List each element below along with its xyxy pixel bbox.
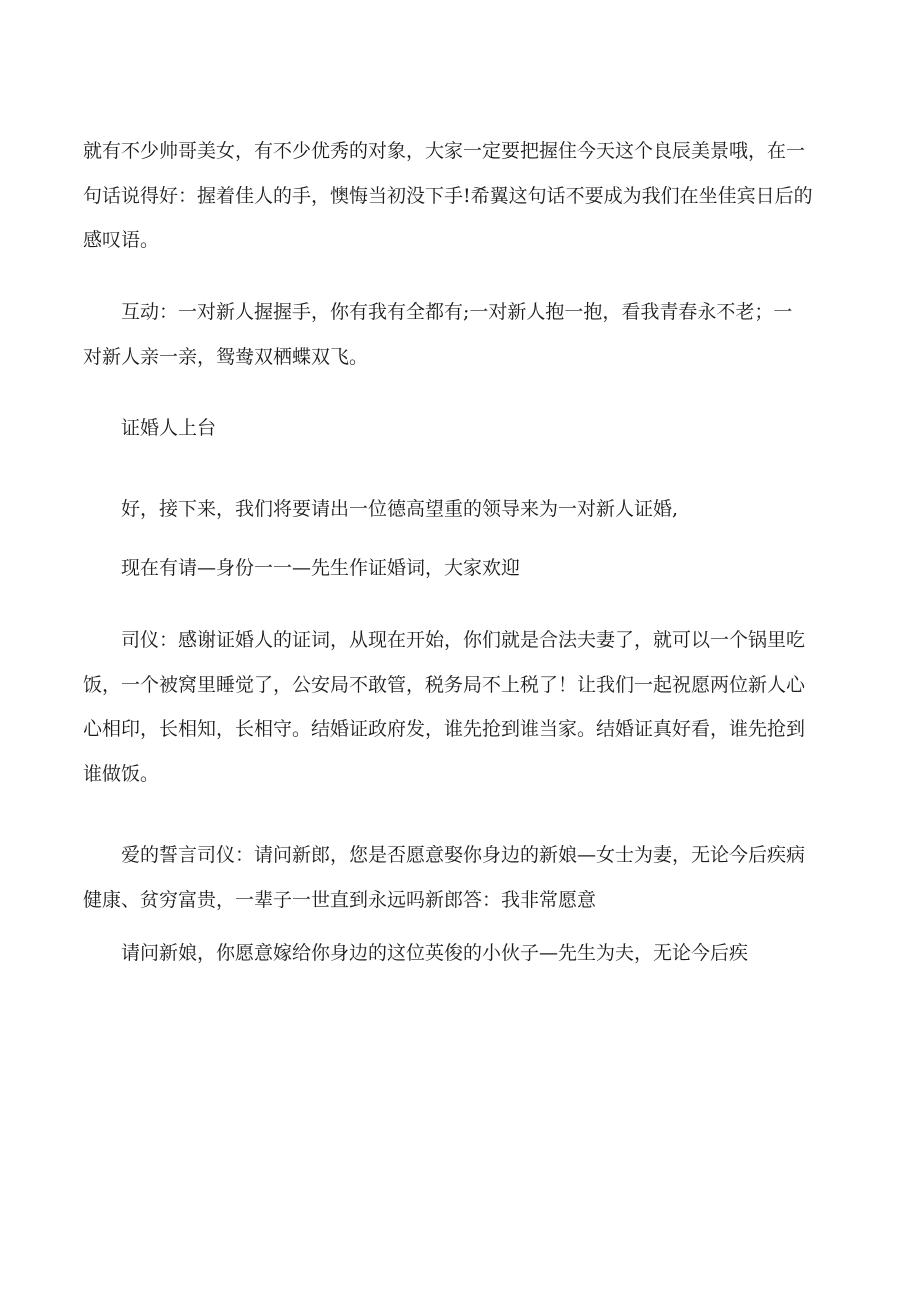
paragraph-mc-thanks [83,618,853,796]
paragraph-vows-bride [83,931,853,976]
text-line: 爱的誓言司仪：请问新郎，您是否愿意娶你身边的新娘—女士为妻，无论今后疾病 [83,844,806,866]
text-line: 心相印，长相知，长相守。结婚证政府发，谁先抢到谁当家。结婚证真好看，谁先抢到 [83,718,806,740]
paragraph-witness-welcome [83,546,853,591]
paragraph-witness-heading [83,406,853,451]
text-line: 请问新娘，你愿意嫁给你身边的这位英俊的小伙子—先生为夫，无论今后疾 [83,942,749,964]
paragraph-vows-groom [83,833,853,922]
paragraph-intro [83,129,853,263]
text-line: 互动：一对新人握握手，你有我有全都有;一对新人抱一抱，看我青春永不老；一 [83,301,793,323]
text-line: 对新人亲一亲，鸳鸯双栖蝶双飞。 [83,345,369,368]
text-line: 好，接下来，我们将要请出一位德高望重的领导来为一对新人证婚, [83,498,679,520]
text-line: 饭，一个被窝里睡觉了，公安局不敢管，税务局不上税了！让我们一起祝愿两位新人心 [83,673,806,696]
text-line: 健康、贫穷富贵，一辈子一世直到永远吗新郎答：我非常愿意 [83,888,597,911]
text-line: 句话说得好：握着佳人的手，懊悔当初没下手!希翼这句话不要成为我们在坐佳宾日后的 [83,184,813,207]
text-line: 司仪：感谢证婚人的证词，从现在开始，你们就是合法夫妻了，就可以一个锅里吃 [83,629,806,651]
text-line: 就有不少帅哥美女，有不少优秀的对象，大家一定要把握住今天这个良辰美景哦，在一 [83,140,806,162]
text-line: 谁做饭。 [83,762,160,785]
text-line: 感叹语。 [83,229,160,251]
paragraph-interaction [83,290,853,379]
text-line: 现在有请—身份一一—先生作证婚词，大家欢迎 [83,557,521,579]
text-line: 证婚人上台 [83,417,217,439]
paragraph-witness-invite [83,487,853,532]
